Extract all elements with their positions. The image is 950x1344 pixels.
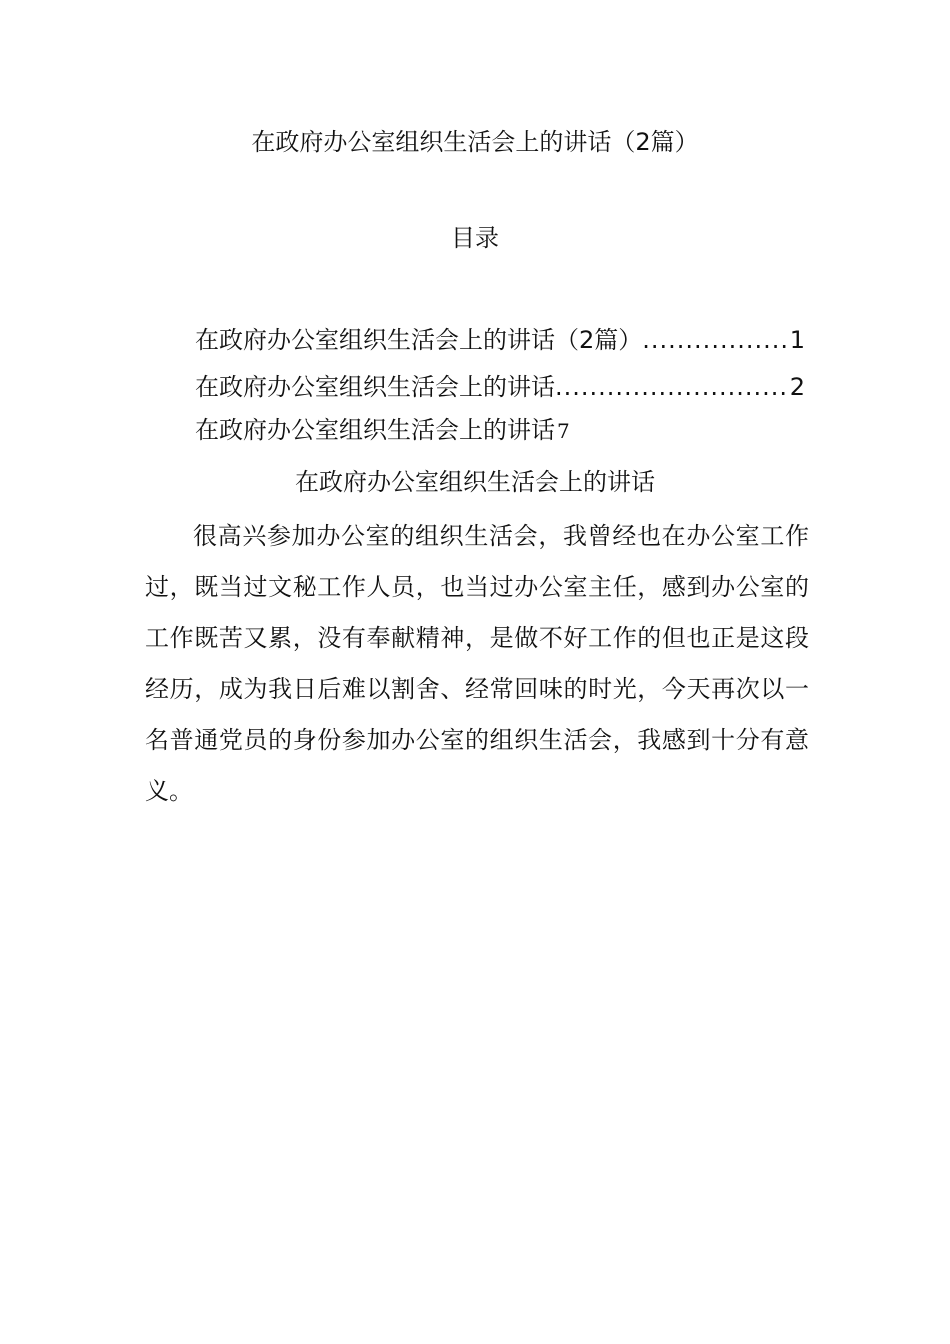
section-title: 在政府办公室组织生活会上的讲话 xyxy=(295,468,655,496)
toc-entry[interactable] xyxy=(195,410,805,450)
toc-entry[interactable] xyxy=(195,320,805,360)
toc-entry-label: 在政府办公室组织生活会上的讲话 xyxy=(195,416,555,444)
body-paragraph: 很高兴参加办公室的组织生活会，我曾经也在办公室工作过，既当过文秘工作人员，也当过办公室主任，感到办公室的工作既苦又累，没有奉献精神，是做不好工作的但也正是这段经历，成为我日后难以割舍、经常回味的时光，今天再次以一名普通党员的身份参加办公室的组织生活会，我感到十分有意义。 xyxy=(145,522,809,805)
toc-entry-label: 在政府办公室组织生活会上的讲话 xyxy=(195,373,555,401)
toc-heading: 目录 xyxy=(451,224,499,252)
toc-entry-page: 7 xyxy=(557,419,570,443)
document-title: 在政府办公室组织生活会上的讲话（2篇） xyxy=(251,128,699,156)
toc-entry[interactable] xyxy=(195,367,805,407)
toc-entry-page: 1 xyxy=(789,326,805,354)
toc-dot-leader xyxy=(642,320,789,360)
table-of-contents xyxy=(195,320,805,450)
toc-entry-label: 在政府办公室组织生活会上的讲话（2篇） xyxy=(195,326,643,354)
toc-entry-page: 2 xyxy=(789,373,805,401)
toc-dot-leader xyxy=(555,367,790,407)
